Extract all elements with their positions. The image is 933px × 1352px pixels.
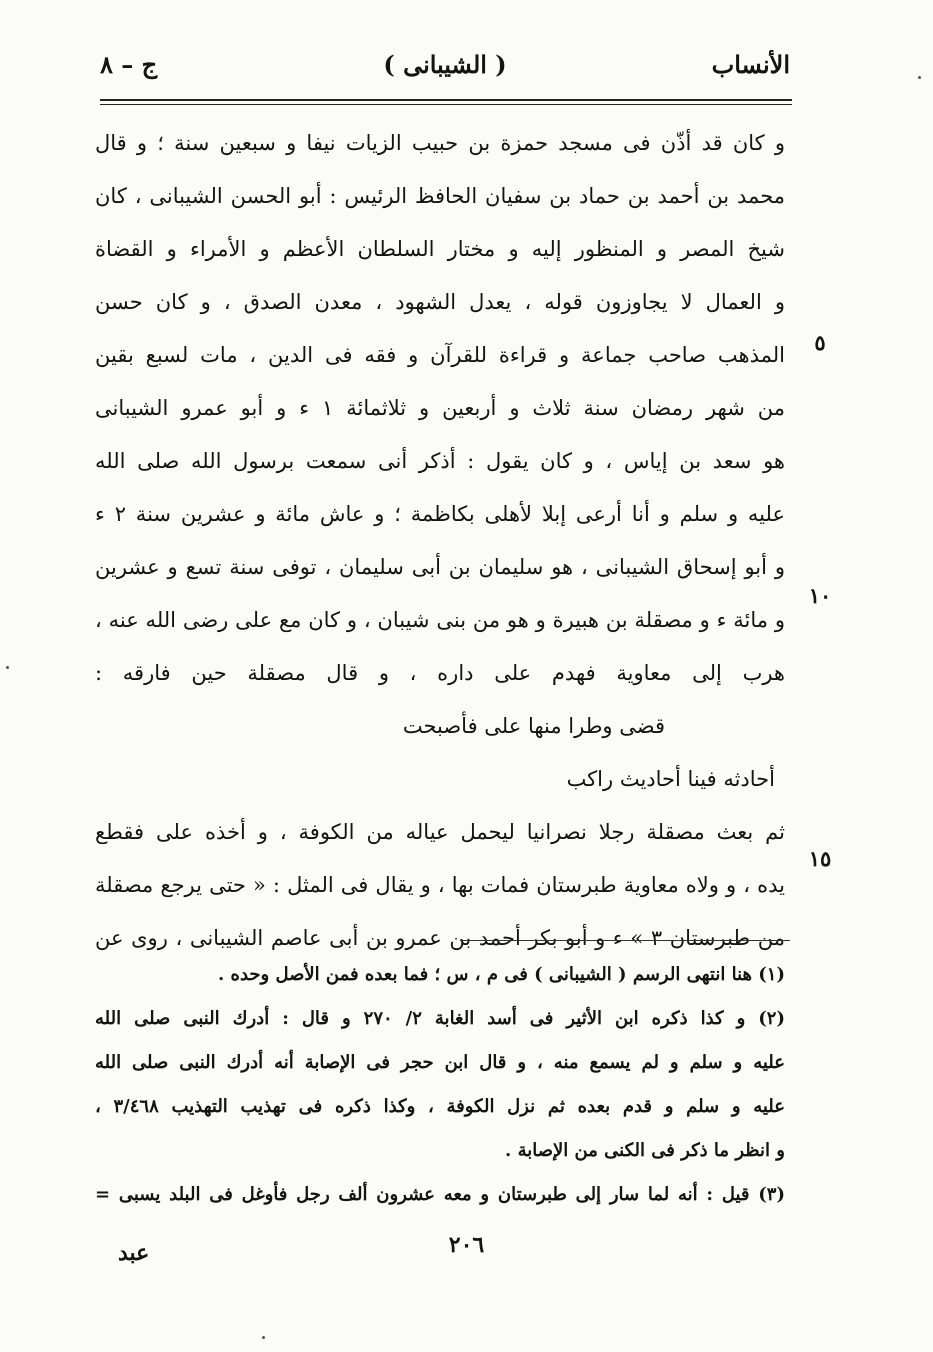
catchword: عبد: [118, 1240, 150, 1266]
running-title: الأنساب: [711, 50, 790, 79]
text-line: شيخ المصر و المنظور إليه و مختار السلطان الأعظم و الأمراء و القضاة: [95, 237, 785, 261]
verse-hemistich-1: قضى وطرا منها على فأصبحت: [402, 714, 665, 738]
scan-speck: [262, 1336, 265, 1339]
header-rule-thin: [100, 104, 792, 105]
main-text: [95, 118, 785, 966]
text-line: من شهر رمضان سنة ثلاث و أربعين و ثلاثمائة ١ ء و أبو عمرو الشيبانى: [95, 396, 785, 420]
text-line: عليه و سلم و أنا أرعى إبلا لأهلى بكاظمة ؛ و عاش مائة و عشرين سنة ٢ ء: [95, 502, 785, 526]
line-number-15: ١٥: [808, 846, 832, 871]
line-number-10: ١٠: [808, 583, 832, 608]
header-rule: [100, 99, 792, 101]
footnote-line: و انظر ما ذكر فى الكنى من الإصابة .: [505, 1140, 785, 1161]
verse-hemistich-2: أحادثه فينا أحاديث راكب: [566, 767, 775, 791]
text-line: هرب إلى معاوية فهدم على داره ، و قال مصقلة حين فارقه :: [95, 661, 785, 685]
footnotes: [95, 955, 785, 1219]
text-line: ثم بعث مصقلة رجلا نصرانيا ليحمل عياله من الكوفة ، و أخذه على فقطع: [95, 820, 785, 844]
text-line: و مائة ء و مصقلة بن هبيرة و هو من بنى شيبان ، و كان مع على رضى الله عنه ،: [95, 608, 785, 632]
footnote-line: (٣) قيل : أنه لما سار إلى طبرستان و معه عشرون ألف رجل فأوغل فى البلد يسبى =: [95, 1184, 785, 1205]
text-line: يده ، و ولاه معاوية طبرستان فمات بها ، و يقال فى المثل : « حتى يرجع مصقلة: [95, 873, 785, 897]
footnote-line: (٢) و كذا ذكره ابن الأثير فى أسد الغابة ٢/ ٢٧٠ و قال : أدرك النبى صلى الله: [95, 1008, 785, 1029]
volume-marker: ج – ٨: [100, 50, 158, 79]
text-line: من طبرستان ٣ » ء و أبو بكر أحمد بن عمرو بن أبى عاصم الشيبانى ، روى عن: [95, 926, 785, 950]
scan-speck: [6, 666, 9, 669]
footnote-line: (١) هنا انتهى الرسم ( الشيبانى ) فى م ، س ؛ فما بعده فمن الأصل وحده .: [217, 964, 785, 985]
footnote-line: عليه و سلم و قدم بعده ثم نزل الكوفة ، وكذا ذكره فى تهذيب التهذيب ٣/٤٦٨ ،: [95, 1096, 785, 1117]
text-line: و كان قد أذّن فى مسجد حمزة بن حبيب الزيات نيفا و سبعين سنة ؛ و قال: [95, 131, 785, 155]
line-number-5: ٥: [814, 330, 826, 355]
page-header: [100, 50, 790, 98]
text-line: هو سعد بن إياس ، و كان يقول : أذكر أنى سمعت برسول الله صلى الله: [95, 449, 785, 473]
section-title: ( الشيبانى ): [383, 50, 507, 79]
text-line: و العمال لا يجاوزون قوله ، يعدل الشهود ، معدن الصدق ، و كان حسن: [95, 290, 785, 314]
text-line: محمد بن أحمد بن حماد بن سفيان الحافظ الرئيس : أبو الحسن الشيبانى ، كان: [95, 184, 785, 208]
text-line: المذهب صاحب جماعة و قراءة للقرآن و فقه فى الدين ، مات لسبع بقين: [95, 343, 785, 367]
page-number: ٢٠٦: [448, 1232, 485, 1258]
footnote-rule: [460, 940, 790, 941]
footnote-line: عليه و سلم و لم يسمع منه ، و قال ابن حجر فى الإصابة أنه أدرك النبى صلى الله: [95, 1052, 785, 1073]
text-line: و أبو إسحاق الشيبانى ، هو سليمان بن أبى سليمان ، توفى سنة تسع و عشرين: [95, 555, 785, 579]
scan-speck: [918, 76, 921, 79]
